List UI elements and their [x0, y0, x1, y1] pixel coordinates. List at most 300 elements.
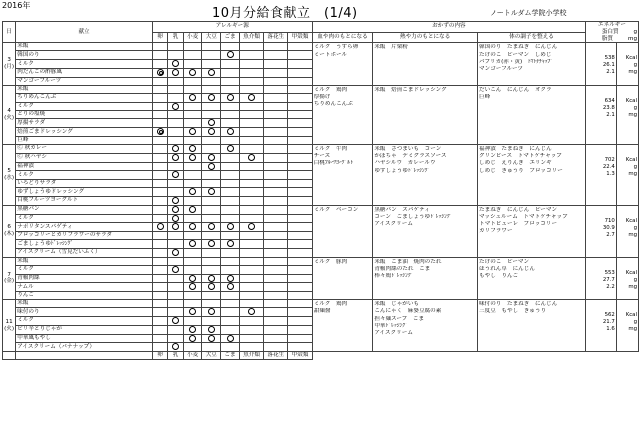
dish-name: とりの塩焼	[16, 111, 153, 119]
ingredient-line: ミルク 豚肉	[313, 258, 348, 265]
ingredients-green	[478, 144, 586, 205]
allergen-cell	[239, 343, 263, 352]
allergen-cell	[183, 171, 202, 180]
circle-mark	[189, 275, 196, 282]
allergen-cell	[239, 214, 263, 223]
day-number: 5	[7, 168, 11, 175]
dish-name: いろどりサラダ	[16, 180, 153, 188]
table-header	[3, 22, 639, 43]
ingredient-line: トマトピューレ ブロッコリー	[479, 221, 558, 228]
circle-mark	[189, 308, 196, 315]
allergen-cell	[239, 248, 263, 257]
allergen-cell	[264, 51, 288, 60]
allergen-cell	[239, 283, 263, 292]
allergen-cell	[221, 85, 240, 93]
allergen-cell	[183, 240, 202, 249]
nutrition-energy: 634	[604, 97, 615, 104]
ingredient-line: 味付のり たまねぎ にんじん	[479, 301, 558, 308]
allergen-cell	[168, 248, 183, 257]
header-unit-mg: mg	[628, 35, 637, 42]
ingredient-line: アイスクリーム	[374, 221, 413, 228]
allergen-cell	[168, 257, 183, 265]
allergen-cell	[221, 292, 240, 300]
nutrition-energy: 702	[604, 156, 615, 163]
allergen-cell	[183, 196, 202, 205]
circle-mark	[208, 163, 215, 170]
allergen-cell	[202, 232, 221, 240]
allergen-cell	[239, 60, 263, 69]
allergen-cell	[264, 223, 288, 232]
menu-table	[2, 21, 639, 360]
allergen-cell	[221, 51, 240, 60]
allergen-cell	[168, 205, 183, 214]
allergen-cell	[264, 343, 288, 352]
allergen-cell	[202, 196, 221, 205]
allergen-cell	[264, 325, 288, 334]
table-row	[3, 205, 639, 214]
day-number: 7	[7, 271, 11, 278]
allergen-cell	[288, 343, 312, 352]
allergen-cell	[202, 308, 221, 317]
allergen-cell	[202, 316, 221, 325]
allergen-cell	[168, 119, 183, 128]
allergen-cell	[183, 111, 202, 119]
allergen-cell	[168, 343, 183, 352]
header-dish: 献立	[16, 22, 153, 43]
nutrition-energy: 710	[604, 217, 615, 224]
allergen-cell	[168, 43, 183, 51]
nutrition-unit: mg	[628, 69, 637, 76]
allergen-cell	[202, 144, 221, 153]
ingredient-line: カリフラワー	[479, 228, 513, 235]
allergen-cell	[288, 102, 312, 111]
allergen-cell	[239, 51, 263, 60]
allergen-cell	[202, 265, 221, 274]
circle-mark	[189, 145, 196, 152]
circle-mark	[208, 283, 215, 290]
allergen-cell	[152, 316, 167, 325]
day-weekday: (火)	[4, 114, 15, 121]
allergen-cell	[288, 128, 312, 137]
day-cell	[3, 205, 16, 257]
day-weekday: (月)	[4, 64, 15, 71]
allergen-cell	[183, 43, 202, 51]
ingredient-line: マッシュルーム トマトケチャップ	[479, 213, 568, 220]
allergen-cell	[239, 171, 263, 180]
circle-mark	[208, 188, 215, 195]
allergen-cell	[183, 325, 202, 334]
circle-mark	[227, 51, 234, 58]
allergen-cell	[221, 43, 240, 51]
allergen-cell	[239, 196, 263, 205]
nutrition-units	[616, 144, 638, 205]
allergen-cell	[183, 205, 202, 214]
circle-mark	[189, 188, 196, 195]
circle-mark	[189, 240, 196, 247]
nutrition-protein: 21.7	[602, 319, 615, 326]
header-allergen-seafood: 魚介類	[239, 32, 263, 43]
allergen-cell	[202, 171, 221, 180]
allergen-cell	[202, 162, 221, 171]
dish-name: 中華風もやし	[16, 334, 153, 343]
allergen-cell	[288, 171, 312, 180]
header-red: 血や肉のもとになる	[312, 32, 373, 43]
allergen-cell	[152, 283, 167, 292]
allergen-cell	[202, 283, 221, 292]
allergen-cell	[168, 128, 183, 137]
allergen-cell	[221, 136, 240, 144]
allergen-cell	[288, 153, 312, 162]
allergen-cell	[221, 274, 240, 283]
header-allergen-milk: 乳	[168, 32, 183, 43]
nutrition-fat: 2.1	[606, 111, 615, 118]
circle-mark	[208, 326, 215, 333]
allergen-cell	[152, 128, 167, 137]
allergen-cell	[221, 153, 240, 162]
dish-name: ゆずしょうゆドレッシング	[16, 188, 153, 197]
header-allergen-sesame: ごま	[221, 32, 240, 43]
circle-mark	[172, 266, 179, 273]
nutrition-unit: Kcal	[625, 156, 637, 163]
allergen-cell	[264, 119, 288, 128]
allergen-cell	[264, 77, 288, 85]
allergen-cell	[264, 43, 288, 51]
circle-mark	[189, 335, 196, 342]
allergen-cell	[152, 77, 167, 85]
allergen-cell	[264, 240, 288, 249]
ingredient-line: たけのこ ピーマン	[479, 258, 530, 265]
allergen-cell	[288, 43, 312, 51]
header-protein: 蛋白質	[601, 28, 619, 35]
allergen-cell	[202, 188, 221, 197]
allergen-cell	[221, 171, 240, 180]
header-allergen-egg: 卵	[152, 32, 167, 43]
ingredients-yellow	[373, 205, 478, 257]
nutrition-unit: g	[633, 62, 637, 69]
circle-mark	[189, 223, 196, 230]
allergen-cell	[264, 180, 288, 188]
dish-name: ブロッコリーとカリフラワーのサラダ	[16, 232, 153, 240]
dish-name: 焙煎ごまドレッシング	[16, 128, 153, 137]
allergen-cell	[221, 119, 240, 128]
allergen-cell	[168, 300, 183, 308]
allergen-cell	[183, 162, 202, 171]
allergen-cell	[221, 93, 240, 102]
circle-mark	[248, 223, 255, 230]
allergen-cell	[152, 265, 167, 274]
allergen-cell	[152, 343, 167, 352]
allergen-cell	[239, 223, 263, 232]
ingredients-yellow	[373, 85, 478, 144]
allergen-cell	[152, 196, 167, 205]
allergen-cell	[183, 257, 202, 265]
ingredient-line: 中華ﾄﾞﾚｯｼﾝｸﾞ	[374, 322, 408, 329]
allergen-cell	[152, 188, 167, 197]
allergen-cell	[264, 144, 288, 153]
allergen-cell	[183, 334, 202, 343]
circle-mark	[189, 154, 196, 161]
allergen-cell	[168, 196, 183, 205]
allergen-cell	[221, 180, 240, 188]
allergen-cell	[168, 214, 183, 223]
ingredient-line: マンゴーフルーツ	[479, 65, 524, 72]
circle-mark	[172, 60, 179, 67]
allergen-cell	[168, 77, 183, 85]
allergen-cell	[288, 265, 312, 274]
day-weekday: (水)	[4, 174, 15, 181]
allergen-cell	[239, 292, 263, 300]
circle-mark	[172, 197, 179, 204]
allergen-cell	[202, 43, 221, 51]
ingredient-line: 米飯 ごま油 焼肉のたれ	[374, 258, 442, 265]
allergen-cell	[152, 119, 167, 128]
ingredients-green	[478, 43, 586, 85]
ingredient-line: しめじ きゅうり ブロッコリー	[479, 167, 563, 174]
allergen-cell	[202, 60, 221, 69]
header-unit-g: g	[633, 28, 637, 35]
allergen-cell	[202, 77, 221, 85]
dish-name: 黒糖パン	[16, 205, 153, 214]
allergen-cell	[221, 316, 240, 325]
allergen-cell	[264, 111, 288, 119]
ingredient-line: コーン ごましょうゆﾄﾞﾚｯｼﾝｸﾞ	[374, 213, 453, 220]
allergen-cell	[168, 60, 183, 69]
allergen-cell	[221, 111, 240, 119]
allergen-cell	[264, 93, 288, 102]
ingredient-line: こんにゃく 麻婆豆腐の素	[374, 308, 442, 315]
circle-mark	[172, 171, 179, 178]
allergen-cell	[288, 248, 312, 257]
ingredient-line: たまねぎ にんじん ピーマン	[479, 206, 558, 213]
footer-allergen-milk: 乳	[168, 352, 183, 360]
day-number: 6	[7, 224, 11, 231]
allergen-cell	[221, 77, 240, 85]
allergen-cell	[202, 51, 221, 60]
day-number: 4	[7, 108, 11, 115]
dish-name: 厚揚サラダ	[16, 119, 153, 128]
allergen-cell	[239, 308, 263, 317]
nutrition-units	[616, 257, 638, 299]
ingredient-line: もやし りんご	[479, 273, 519, 280]
allergen-cell	[239, 111, 263, 119]
allergen-cell	[288, 205, 312, 214]
header-yellow: 熱や力のもとになる	[373, 32, 478, 43]
allergen-cell	[183, 85, 202, 93]
nutrition-fat: 2.1	[606, 69, 615, 76]
nutrition-unit: mg	[628, 231, 637, 238]
dish-name: ナポリタンスパゲティ	[16, 223, 153, 232]
allergen-cell	[168, 51, 183, 60]
allergen-cell	[183, 180, 202, 188]
day-cell	[3, 300, 16, 352]
nutrition-unit: Kcal	[625, 97, 637, 104]
allergen-cell	[183, 144, 202, 153]
allergen-cell	[183, 232, 202, 240]
ingredient-line: 韓国のり たまねぎ にんじん	[479, 44, 558, 51]
allergen-cell	[264, 60, 288, 69]
circle-mark	[172, 154, 179, 161]
nutrition-protein: 23.8	[602, 104, 615, 111]
day-cell	[3, 85, 16, 144]
allergen-cell	[288, 196, 312, 205]
day-weekday: (金)	[4, 278, 15, 285]
circle-mark	[172, 249, 179, 256]
allergen-cell	[221, 223, 240, 232]
ingredient-line: チーズ	[313, 153, 331, 160]
allergen-cell	[183, 283, 202, 292]
nutrition-values	[586, 205, 617, 257]
allergen-cell	[183, 51, 202, 60]
allergen-cell	[168, 274, 183, 283]
allergen-cell	[202, 180, 221, 188]
dish-name: ミルク	[16, 316, 153, 325]
allergen-cell	[288, 180, 312, 188]
allergen-cell	[152, 240, 167, 249]
ingredients-red	[312, 257, 373, 299]
allergen-cell	[221, 205, 240, 214]
allergen-cell	[221, 60, 240, 69]
ingredient-line: 福神漬 たまねぎ にんじん	[479, 145, 552, 152]
allergen-cell	[202, 292, 221, 300]
ingredients-green	[478, 205, 586, 257]
allergen-cell	[221, 300, 240, 308]
allergen-cell	[168, 188, 183, 197]
allergen-cell	[288, 162, 312, 171]
page-title: 10月分給食献立 (1/4)	[212, 6, 358, 21]
table-row	[3, 144, 639, 153]
footer-blank	[3, 352, 16, 360]
allergen-cell	[183, 316, 202, 325]
allergen-cell	[221, 240, 240, 249]
circle-mark	[172, 223, 179, 230]
allergen-cell	[168, 171, 183, 180]
allergen-cell	[264, 257, 288, 265]
menu-body	[3, 43, 639, 352]
nutrition-energy: 538	[604, 55, 615, 62]
circle-mark	[227, 128, 234, 135]
nutrition-unit: mg	[628, 283, 637, 290]
allergen-cell	[202, 111, 221, 119]
allergen-cell	[288, 240, 312, 249]
dish-name: ミルク	[16, 171, 153, 180]
footer-allergen-soy: 大豆	[202, 352, 221, 360]
allergen-cell	[221, 102, 240, 111]
ingredients-red	[312, 43, 373, 85]
ingredient-line: 白桃ﾌﾙｰﾂﾖｰｸﾞﾙﾄ	[313, 160, 353, 167]
nutrition-unit: g	[633, 276, 637, 283]
double-circle-mark	[157, 69, 164, 76]
dish-name: ナムル	[16, 283, 153, 292]
header-allergen-peanut: 落花生	[264, 32, 288, 43]
allergen-cell	[239, 85, 263, 93]
allergen-cell	[183, 77, 202, 85]
dish-name: 米飯	[16, 43, 153, 51]
header-green: 体の調子を整える	[478, 32, 586, 43]
dish-name: マンゴーフルーツ	[16, 77, 153, 85]
header-ingredients-group: おかずの内容	[312, 22, 585, 33]
circle-mark	[189, 94, 196, 101]
allergen-cell	[183, 136, 202, 144]
allergen-cell	[239, 119, 263, 128]
allergen-cell	[202, 274, 221, 283]
dish-name: アイスクリーム（バナナップ）	[16, 343, 153, 352]
dish-name: ミルク	[16, 102, 153, 111]
header-energy: エネルギー	[598, 22, 626, 28]
ingredient-line: 厚揚げ	[313, 93, 331, 100]
circle-mark	[189, 69, 196, 76]
nutrition-unit: mg	[628, 111, 637, 118]
ingredient-line: アイスクリーム	[374, 329, 413, 336]
allergen-cell	[221, 308, 240, 317]
nutrition-protein: 22.4	[602, 163, 615, 170]
allergen-cell	[152, 171, 167, 180]
allergen-cell	[202, 128, 221, 137]
allergen-cell	[288, 300, 312, 308]
ingredients-red	[312, 300, 373, 352]
nutrition-unit: mg	[628, 170, 637, 177]
allergen-cell	[239, 334, 263, 343]
allergen-cell	[221, 257, 240, 265]
ingredient-line: パプリカ(赤・黄) ﾄﾏﾄｹﾁｬｯﾌﾟ	[479, 58, 554, 65]
circle-mark	[227, 335, 234, 342]
allergen-cell	[288, 93, 312, 102]
allergen-cell	[288, 223, 312, 232]
circle-mark	[172, 145, 179, 152]
ingredient-line: 米飯 じゃがいも	[374, 301, 420, 308]
allergen-cell	[221, 144, 240, 153]
ingredient-line: ほうれん草 にんじん	[479, 265, 535, 272]
allergen-cell	[239, 102, 263, 111]
ingredient-line: ミルク 牛肉	[313, 145, 348, 152]
footer-allergen-shellfish: 甲殻類	[288, 352, 312, 360]
footer-allergen-seafood: 魚介類	[239, 352, 263, 360]
circle-mark	[189, 206, 196, 213]
allergen-cell	[221, 232, 240, 240]
dish-name: 韓国のり	[16, 51, 153, 60]
allergen-cell	[168, 292, 183, 300]
day-number: 11	[5, 318, 13, 325]
allergen-cell	[264, 300, 288, 308]
allergen-cell	[221, 188, 240, 197]
ingredient-line: 黒糖パン スパゲティ	[374, 206, 430, 213]
allergen-cell	[264, 274, 288, 283]
allergen-cell	[183, 300, 202, 308]
allergen-cell	[202, 102, 221, 111]
circle-mark	[172, 206, 179, 213]
dish-name: りんご	[16, 292, 153, 300]
dish-name: 巨峰	[16, 136, 153, 144]
ingredient-line: ちりめんこんぶ	[313, 101, 353, 108]
nutrition-fat: 1.6	[606, 326, 615, 333]
dish-name: 肉だんごの酢豚風	[16, 68, 153, 77]
circle-mark	[227, 240, 234, 247]
footer-blank	[312, 352, 638, 360]
ingredient-line: ミルク 鶏肉	[313, 301, 348, 308]
dish-name: Ⓒ 秋ハヤシ	[16, 153, 153, 162]
nutrition-unit: Kcal	[625, 217, 637, 224]
allergen-cell	[202, 136, 221, 144]
allergen-cell	[152, 68, 167, 77]
table-row	[3, 300, 639, 308]
allergen-cell	[183, 308, 202, 317]
allergen-cell	[152, 162, 167, 171]
ingredient-line: ミルク うずら卵	[313, 44, 359, 51]
allergen-cell	[152, 144, 167, 153]
ingredient-line: ゆずしょうゆﾄﾞﾚｯｼﾝｸﾞ	[374, 167, 431, 174]
allergen-cell	[221, 68, 240, 77]
allergen-cell	[152, 274, 167, 283]
allergen-cell	[168, 162, 183, 171]
